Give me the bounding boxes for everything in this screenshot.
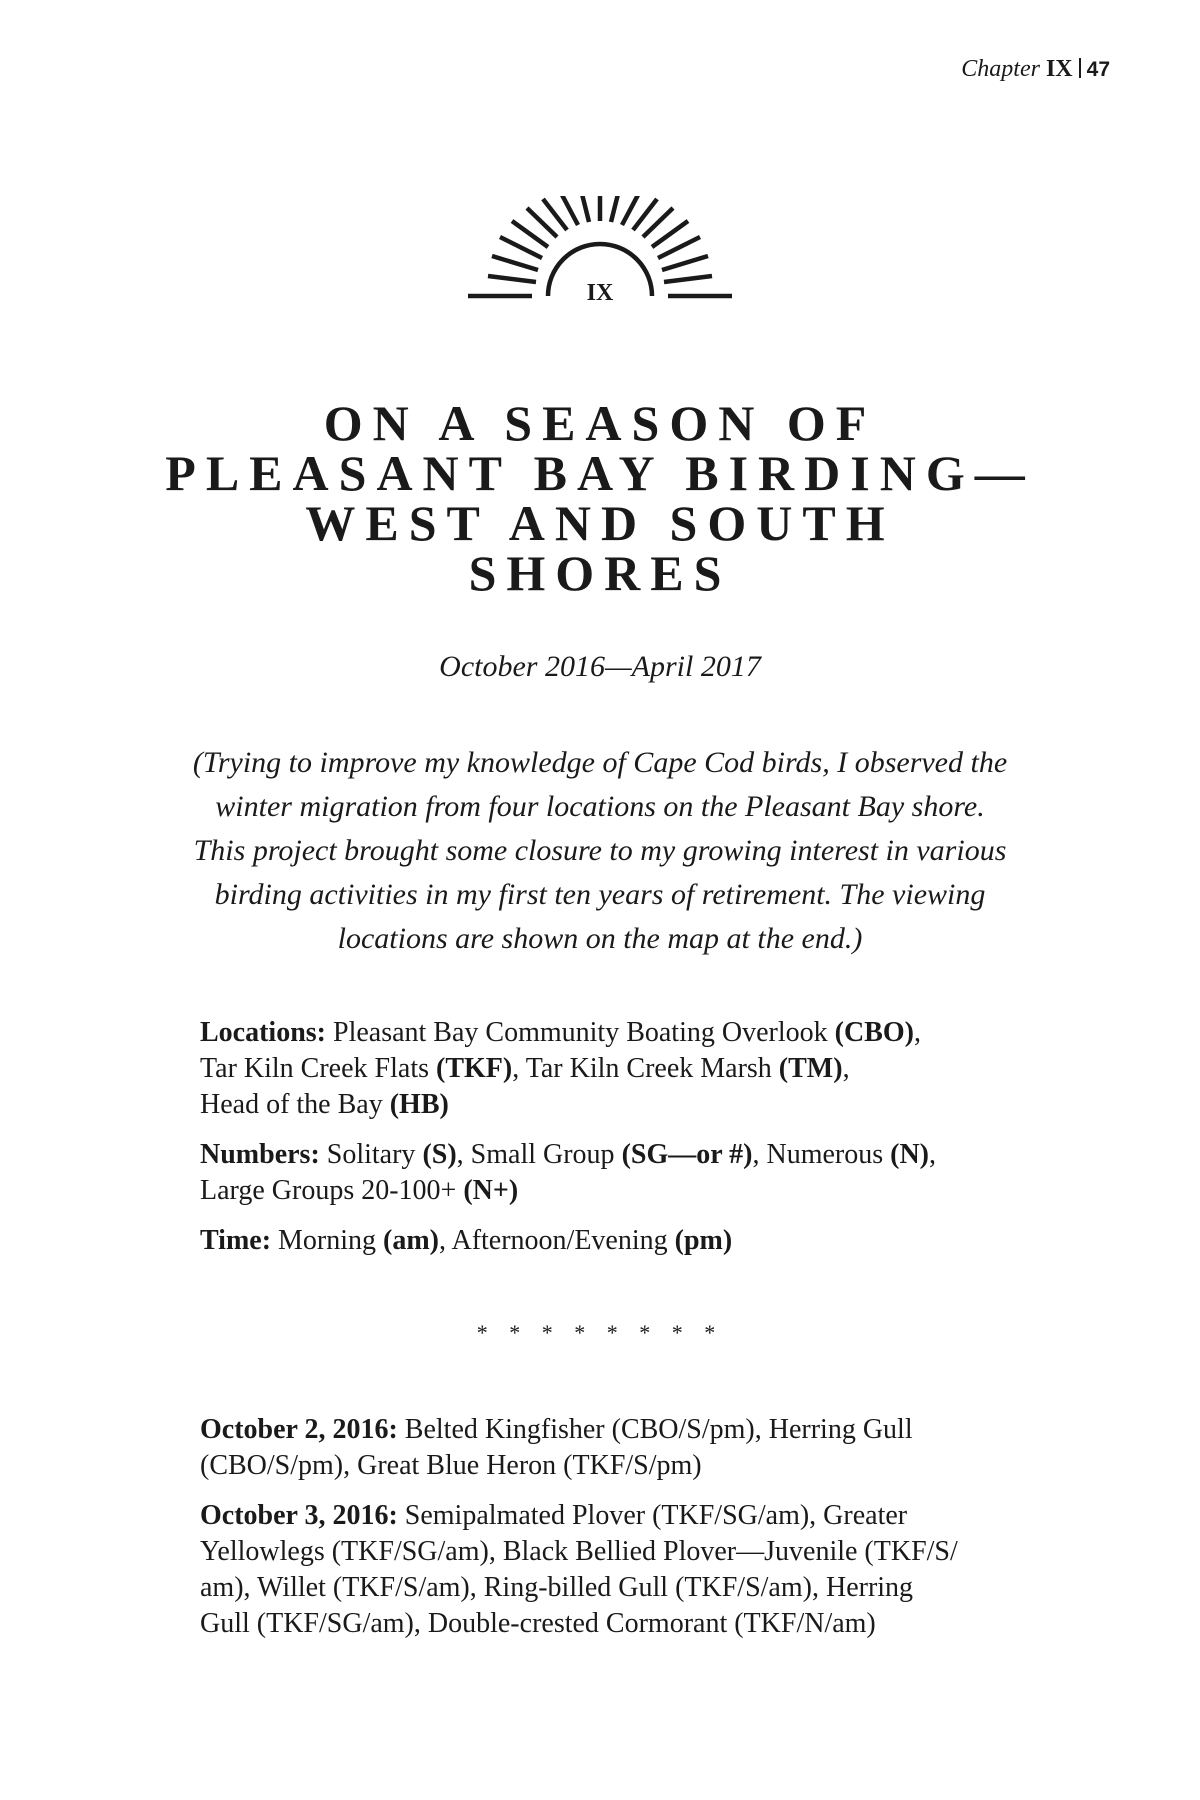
legend-text: , Small Group — [456, 1139, 622, 1170]
entry-text: am), Willet (TKF/S/am), Ring-billed Gull (TKF/S/am), Herring — [200, 1572, 914, 1603]
legend-code: (CBO) — [834, 1017, 914, 1048]
legend-text: , Afternoon/Evening — [439, 1225, 675, 1256]
legend-text: , — [913, 1017, 921, 1048]
title-line: WEST AND SOUTH — [305, 495, 895, 551]
entry-date: October 3, 2016: — [200, 1500, 398, 1531]
title-line: ON A SEASON OF — [323, 395, 877, 451]
intro-line: (Trying to improve my knowledge of Cape Cod birds, I observed the — [192, 746, 1008, 779]
legend-code: (N) — [890, 1139, 930, 1170]
running-header — [961, 56, 1110, 83]
legend-code: (TM) — [778, 1053, 843, 1084]
title-line: PLEASANT BAY BIRDING— — [165, 445, 1035, 501]
header-divider — [1079, 58, 1081, 78]
legend-code: (TKF) — [436, 1053, 513, 1084]
legend-code: (am) — [383, 1225, 440, 1256]
entry-text: Yellowlegs (TKF/SG/am), Black Bellied Plover—Juvenile (TKF/S/ — [200, 1536, 958, 1567]
legend-text: Head of the Bay — [200, 1089, 390, 1120]
legend-code: (pm) — [674, 1225, 733, 1256]
legend-code: (N+) — [463, 1175, 519, 1206]
chapter-numeral: IX — [586, 280, 614, 306]
legend-text: Solitary — [319, 1139, 423, 1170]
page-number: 47 — [1086, 58, 1110, 81]
legend-text: Large Groups 20-100+ — [200, 1175, 464, 1206]
numbers-label: Numbers: — [200, 1139, 320, 1170]
legend-code: (HB) — [389, 1089, 449, 1120]
log-entry — [200, 1412, 1020, 1484]
chapter-title — [100, 395, 1100, 601]
section-separator: * * * * * * * * — [476, 1320, 724, 1345]
locations-legend — [200, 1015, 1020, 1123]
legend-text: , Tar Kiln Creek Marsh — [512, 1053, 779, 1084]
legend-code: (S) — [422, 1139, 457, 1170]
entry-text: (CBO/S/pm), Great Blue Heron (TKF/S/pm) — [200, 1450, 702, 1481]
legend-text: , Numerous — [752, 1139, 891, 1170]
time-label: Time: — [200, 1225, 272, 1256]
legend-text: Morning — [271, 1225, 384, 1256]
date-range: October 2016—April 2017 — [439, 650, 761, 683]
chapter-word: Chapter — [961, 56, 1040, 82]
time-legend — [200, 1223, 1020, 1259]
legend — [200, 1015, 1020, 1273]
observation-log — [200, 1412, 1020, 1656]
legend-text: Tar Kiln Creek Flats — [200, 1053, 436, 1084]
legend-text: , — [929, 1139, 937, 1170]
log-entry — [200, 1498, 1020, 1642]
chapter-number: IX — [1045, 56, 1073, 82]
intro-line: birding activities in my first ten years of retirement. The viewing — [214, 878, 986, 911]
entry-date: October 2, 2016: — [200, 1414, 398, 1445]
intro-paragraph — [150, 741, 1050, 961]
legend-code: (SG—or #) — [621, 1139, 753, 1170]
entry-text: Gull (TKF/SG/am), Double-crested Cormorant (TKF/N/am) — [200, 1608, 876, 1639]
legend-text: , — [842, 1053, 850, 1084]
locations-label: Locations: — [200, 1017, 326, 1048]
chapter-emblem — [0, 196, 1200, 356]
intro-line: This project brought some closure to my growing interest in various — [193, 834, 1007, 867]
title-line: SHORES — [468, 545, 732, 601]
sunrise-rays-icon — [460, 196, 740, 346]
entry-text: Belted Kingfisher (CBO/S/pm), Herring Gull — [397, 1414, 913, 1445]
entry-text: Semipalmated Plover (TKF/SG/am), Greater — [397, 1500, 908, 1531]
intro-line: locations are shown on the map at the end.) — [337, 922, 863, 955]
numbers-legend — [200, 1137, 1020, 1209]
intro-line: winter migration from four locations on the Pleasant Bay shore. — [215, 790, 985, 823]
legend-text: Pleasant Bay Community Boating Overlook — [326, 1017, 835, 1048]
